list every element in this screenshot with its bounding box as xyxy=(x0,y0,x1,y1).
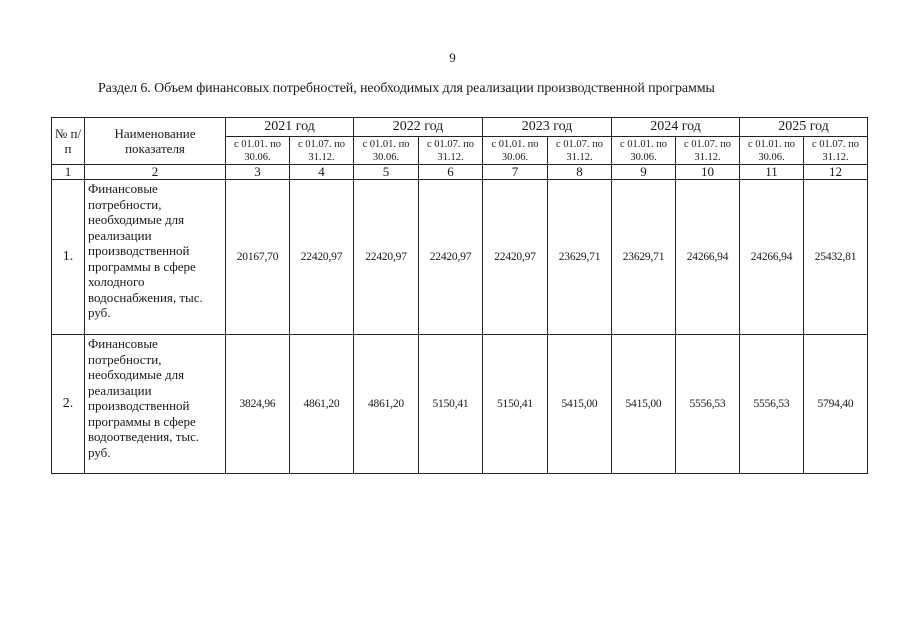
header-name: Наименование показателя xyxy=(85,118,226,165)
section-title: Раздел 6. Объем финансовых потребностей, необходимых для реализации производственной программы xyxy=(98,81,715,96)
table-row-cold-water xyxy=(52,180,868,335)
value-cell: 4861,20 xyxy=(290,335,354,474)
value-cell: 3824,96 xyxy=(226,335,290,474)
header-period: с 01.01. по 30.06. xyxy=(354,137,419,165)
header-year: 2022 год xyxy=(354,118,483,137)
table-row-wastewater xyxy=(52,335,868,474)
header-period: с 01.07. по 31.12. xyxy=(419,137,483,165)
header-period: с 01.01. по 30.06. xyxy=(612,137,676,165)
value-cell: 20167,70 xyxy=(226,180,290,335)
column-number: 12 xyxy=(804,165,868,180)
value-cell: 24266,94 xyxy=(740,180,804,335)
value-cell: 5150,41 xyxy=(419,335,483,474)
value-cell: 24266,94 xyxy=(676,180,740,335)
column-number: 3 xyxy=(226,165,290,180)
header-period: с 01.01. по 30.06. xyxy=(483,137,548,165)
header-period: с 01.01. по 30.06. xyxy=(740,137,804,165)
value-cell: 22420,97 xyxy=(483,180,548,335)
value-cell: 23629,71 xyxy=(548,180,612,335)
header-year: 2024 год xyxy=(612,118,740,137)
value-cell: 5556,53 xyxy=(676,335,740,474)
header-period: с 01.07. по 31.12. xyxy=(290,137,354,165)
row-name: Финансовые потребности, необходимые для реализации производственной программы в сфере водоотведения, тыс. руб. xyxy=(85,335,226,474)
value-cell: 25432,81 xyxy=(804,180,868,335)
financial-needs-table xyxy=(51,117,868,474)
column-number: 8 xyxy=(548,165,612,180)
value-cell: 5415,00 xyxy=(548,335,612,474)
header-year: 2023 год xyxy=(483,118,612,137)
value-cell: 22420,97 xyxy=(419,180,483,335)
header-period: с 01.07. по 31.12. xyxy=(548,137,612,165)
header-year: 2025 год xyxy=(740,118,868,137)
value-cell: 5556,53 xyxy=(740,335,804,474)
year-header-row xyxy=(52,118,868,137)
column-number: 10 xyxy=(676,165,740,180)
header-period: с 01.07. по 31.12. xyxy=(804,137,868,165)
value-cell: 5415,00 xyxy=(612,335,676,474)
value-cell: 22420,97 xyxy=(354,180,419,335)
column-number: 9 xyxy=(612,165,676,180)
value-cell: 4861,20 xyxy=(354,335,419,474)
value-cell: 23629,71 xyxy=(612,180,676,335)
column-number: 2 xyxy=(85,165,226,180)
column-number: 4 xyxy=(290,165,354,180)
page-number: 9 xyxy=(449,50,456,65)
column-number: 11 xyxy=(740,165,804,180)
column-number: 5 xyxy=(354,165,419,180)
value-cell: 5150,41 xyxy=(483,335,548,474)
column-number: 1 xyxy=(52,165,85,180)
header-num: № п/п xyxy=(52,118,85,165)
header-year: 2021 год xyxy=(226,118,354,137)
row-number: 2. xyxy=(52,335,85,474)
column-number: 7 xyxy=(483,165,548,180)
row-number: 1. xyxy=(52,180,85,335)
row-name: Финансовые потребности, необходимые для реализации производственной программы в сфере холодного водоснабжения, тыс. руб. xyxy=(85,180,226,335)
value-cell: 5794,40 xyxy=(804,335,868,474)
value-cell: 22420,97 xyxy=(290,180,354,335)
column-number-row xyxy=(52,165,868,180)
column-number: 6 xyxy=(419,165,483,180)
header-period: с 01.07. по 31.12. xyxy=(676,137,740,165)
header-period: с 01.01. по 30.06. xyxy=(226,137,290,165)
